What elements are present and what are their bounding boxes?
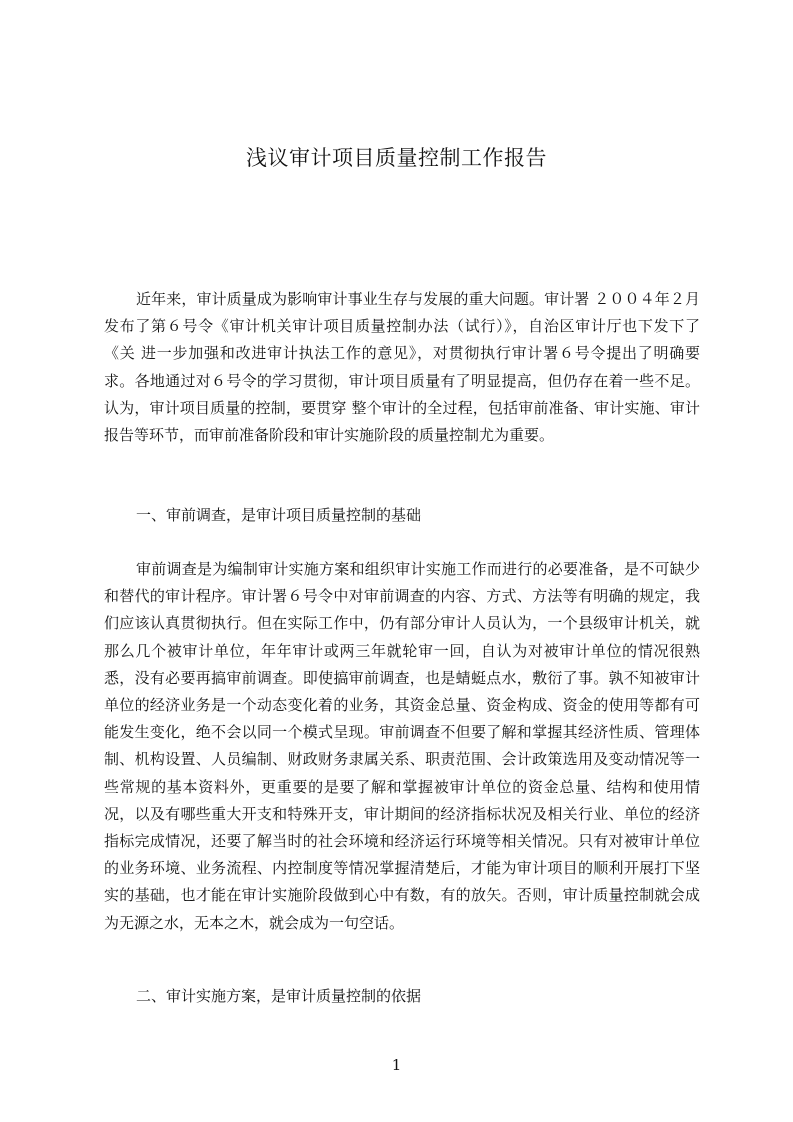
section-heading-2: 二、审计实施方案，是审计质量控制的依据 [136,987,422,1005]
section-1-paragraph: 审前调查是为编制审计实施方案和组织审计实施工作而进行的必要准备，是不可缺少和替代的审计程序。审计署６号令中对审前调查的内容、方式、方法等有明确的规定，我们应该认真贯彻执行。但在实际工作中，仍有部分审计人员认为，一个县级审计机关，就那么几个被审计单位，年年审计或两三年就轮审一回，自认为对被审计单位的情况很熟悉，没有必要再搞审前调查。即使搞审前调查，也是蜻蜓点水，敷衍了事。孰不知被审计单位的经济业务是一个动态变化着的业务，其资金总量、资金构成、资金的使用等都有可能发生变化，绝不会以同一个模式呈现。审前调查不但要了解和掌握其经济性质、管理体制、机构设置、人员编制、财政财务隶属关系、职责范围、会计政策选用及变动情况等一些常规的基本资料外，更重要的是要了解和掌握被审计单位的资金总量、结构和使用情况，以及有哪些重大开支和特殊开支，审计期间的经济指标状况及相关行业、单位的经济指标完成情况，还要了解当时的社会环境和经济运行环境等相关情况。只有对被审计单位的业务环境、业务流程、内控制度等情况掌握清楚后，才能为审计项目的顺利开展打下坚实的基础，也才能在审计实施阶段做到心中有数，有的放矢。否则，审计质量控制就会成为无源之水，无本之木，就会成为一句空话。 [104,560,700,932]
section-heading-1: 一、审前调查，是审计项目质量控制的基础 [136,506,422,524]
page-number: 1 [391,1056,402,1074]
intro-paragraph: 近年来，审计质量成为影响审计事业生存与发展的重大问题。审计署 ２００４年２月发布了第６号令《审计机关审计项目质量控制办法（试行）》，自治区审计厅也下发下了《关 进一步加强和改进审计执法工作的意见》，对贯彻执行审计署６号令提出了明确要求。各地通过对６号令的学习贯彻，审计项目质量有了明显提高，但仍存在着一些不足。 认为，审计项目质量的控制，要贯穿 整个审计的全过程，包括审前准备、审计实施、审计报告等环节，而审前准备阶段和审计实施阶段的质量控制尤为重要。 [104,290,700,445]
document-title: 浅议审计项目质量控制工作报告 [246,146,547,170]
